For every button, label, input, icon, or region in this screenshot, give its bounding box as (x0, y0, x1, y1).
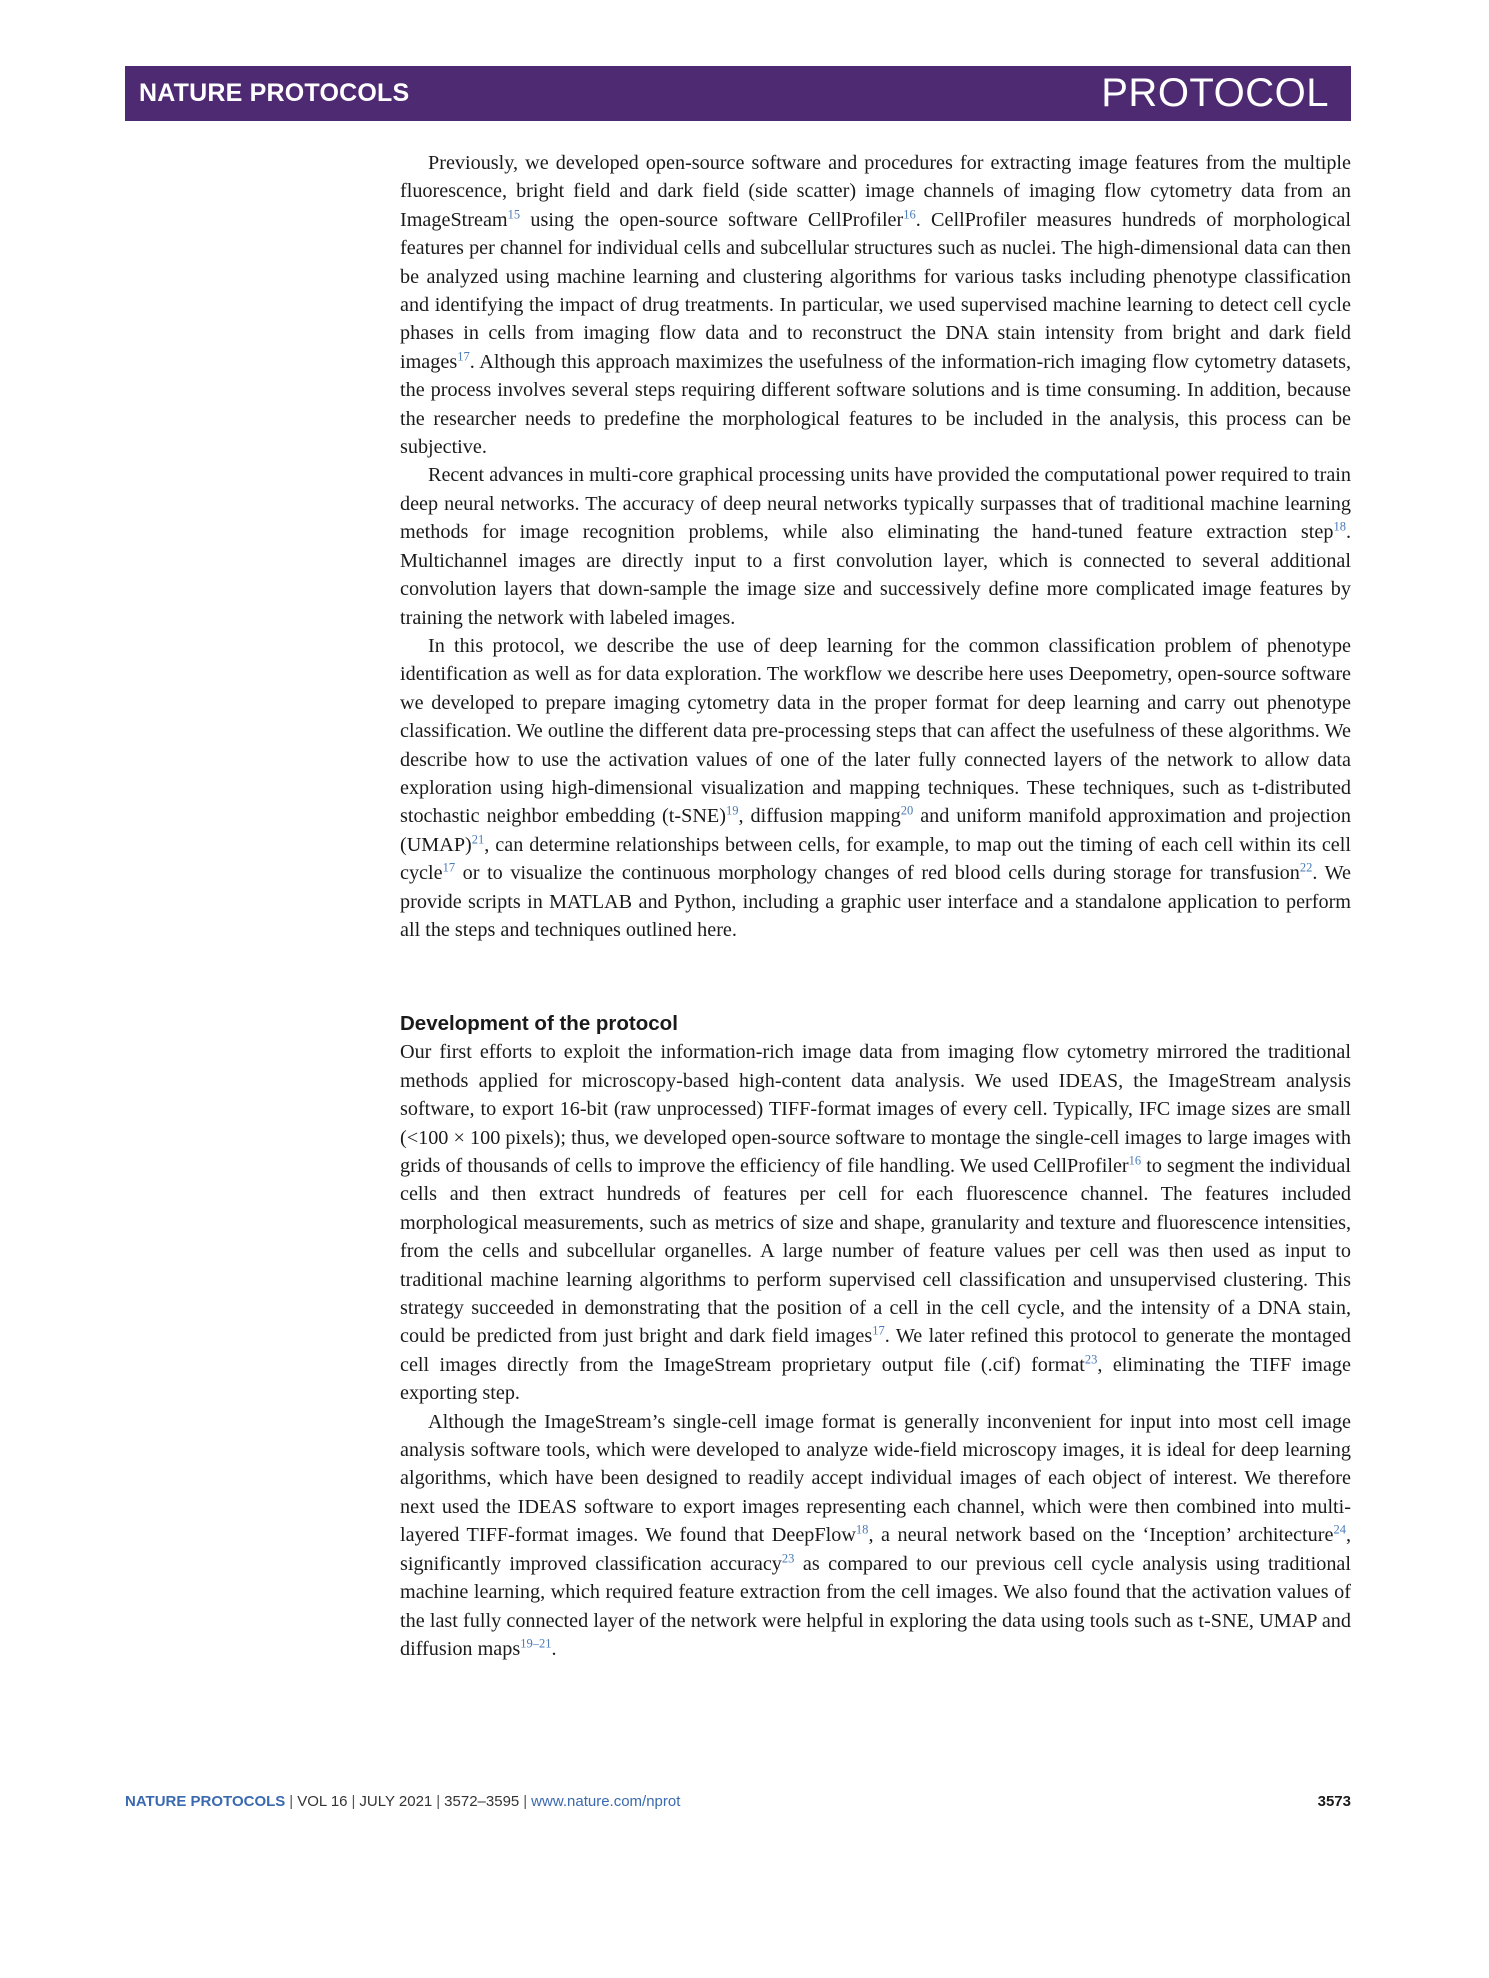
body-paragraph (400, 1038, 1351, 1407)
paragraph-text: , eliminating the TIFF image exporting step. (400, 1353, 1351, 1405)
citation-reference[interactable]: 16 (1128, 1153, 1142, 1168)
intro-paragraphs (400, 149, 1351, 944)
footer-journal-link[interactable]: www.nature.com/nprot (531, 1793, 681, 1810)
paragraph-text: , diffusion mapping (738, 805, 901, 828)
footer-date: JULY 2021 (359, 1793, 433, 1810)
footer-citation: NATURE PROTOCOLS | VOL 16 | JULY 2021 | 3572–3595 | www.nature.com/nprot (125, 1793, 681, 1810)
citation-reference[interactable]: 23 (1084, 1352, 1098, 1367)
citation-reference[interactable]: 19–21 (520, 1636, 552, 1651)
paragraph-text: Although the ImageStream’s single-cell image format is generally inconvenient for input into most cell image analysis software tools, which were developed to analyze wide-field microscopy images, it is ideal for deep learning algorithms, which have been designed to readily accept individual images of each object of interest. We therefore next used the IDEAS software to export images representing each channel, which were then combined into multi-layered TIFF-format images. We found that DeepFlow (400, 1410, 1351, 1547)
paragraph-text: , significantly improved classification accuracy (400, 1524, 1351, 1575)
body-paragraph (400, 632, 1351, 944)
citation-reference[interactable]: 21 (471, 832, 485, 847)
footer-volume: VOL 16 (297, 1793, 348, 1810)
citation-reference[interactable]: 15 (507, 207, 521, 222)
paragraph-text: . We provide scripts in MATLAB and Python, including a graphic user interface and a standalone application to perform all the steps and techniques outlined here. (400, 862, 1351, 941)
journal-header-bar (125, 66, 1351, 121)
body-paragraph (400, 149, 1351, 461)
citation-reference[interactable]: 23 (781, 1550, 795, 1565)
journal-name: NATURE PROTOCOLS (139, 79, 410, 107)
page-footer (125, 1789, 1351, 1815)
article-type-label: PROTOCOL (1101, 71, 1329, 115)
citation-reference[interactable]: 24 (1333, 1522, 1346, 1537)
citation-reference[interactable]: 17 (872, 1323, 885, 1338)
paragraph-text: using the open-source software CellProfiler (520, 208, 904, 231)
paragraph-text: to segment the individual cells and then extract hundreds of features per cell for each fluorescence channel. The features included morphological measurements, such as metrics of size and shape, granularity and texture and fluorescence intensities, from the cells and subcellular organelles. A large number of feature values per cell was then used as input to traditional machine learning algorithms to perform supervised cell classification and unsupervised clustering. This strategy succeeded in demonstrating that the position of a cell in the cell cycle, and the intensity of a DNA stain, could be predicted from just bright and dark field images (400, 1155, 1351, 1348)
body-paragraph (400, 1408, 1351, 1664)
footer-pages: 3572–3595 (444, 1793, 520, 1810)
paragraph-text: Previously, we developed open-source software and procedures for extracting image features from the multiple fluorescence, bright field and dark field (side scatter) image channels of imaging flow cytometry data from an ImageStream (400, 152, 1351, 231)
citation-reference[interactable]: 17 (457, 349, 470, 364)
citation-reference[interactable]: 17 (442, 860, 456, 875)
citation-reference[interactable]: 16 (903, 207, 916, 222)
citation-reference[interactable]: 19 (725, 803, 739, 818)
citation-reference[interactable]: 20 (900, 803, 914, 818)
paragraph-text: . (551, 1637, 557, 1660)
paragraph-text: Our first efforts to exploit the information-rich image data from imaging flow cytometry mirrored the traditional methods applied for microscopy-based high-content data analysis. We used IDEAS, the ImageStream analysis software, to export 16-bit (raw unprocessed) TIFF-format images of every cell. Typically, IFC image sizes are small (<100 × 100 pixels); thus, we developed open-source software to montage the single-cell images to large images with grids of thousands of cells to improve the efficiency of file handling. We used CellProfiler (400, 1041, 1351, 1177)
paragraph-text: , can determine relationships between cells, for example, to map out the timing of each cell within its cell cycle (400, 833, 1351, 885)
paragraph-text: . CellProfiler measures hundreds of morphological features per channel for individual cells and subcellular structures such as nuclei. The high-dimensional data can then be analyzed using machine learning and clustering algorithms for various tasks including phenotype classification and identifying the impact of drug treatments. In particular, we used supervised machine learning to detect cell cycle phases in cells from imaging flow data and to reconstruct the DNA stain intensity from bright and dark field images (400, 208, 1351, 373)
section-paragraphs (400, 1038, 1351, 1663)
citation-reference[interactable]: 22 (1299, 860, 1313, 875)
paragraph-text: . Although this approach maximizes the usefulness of the information-rich imaging flow cytometry datasets, the process involves several steps requiring different software solutions and is time consuming. In addition, because the researcher needs to predefine the morphological features to be included in the analysis, this process can be subjective. (400, 350, 1351, 459)
citation-reference[interactable]: 18 (855, 1522, 869, 1537)
article-body (400, 149, 1351, 1663)
paragraph-text: . We later refined this protocol to generate the montaged cell images directly from the ImageStream proprietary output file (.cif) format (400, 1325, 1351, 1376)
paragraph-text: as compared to our previous cell cycle analysis using traditional machine learning, which required feature extraction from the cell images. We also found that the activation values of the last fully connected layer of the network were helpful in exploring the data using tools such as t-SNE, UMAP and diffusion maps (400, 1552, 1351, 1660)
paragraph-text: In this protocol, we describe the use of deep learning for the common classification problem of phenotype identification as well as for data exploration. The workflow we describe here uses Deepometry, open-source software we developed to prepare imaging cytometry data in the proper format for deep learning and carry out phenotype classification. We outline the different data pre-processing steps that can affect the usefulness of these algorithms. We describe how to use the activation values of one of the later fully connected layers of the network to allow data exploration using high-dimensional visualization and mapping techniques. These techniques, such as t-distributed stochastic neighbor embedding (t-SNE) (400, 634, 1351, 828)
paragraph-text: . Multichannel images are directly input to a first convolution layer, which is connected to several additional convolution layers that down-sample the image size and successively define more complicated image features by training the network with labeled images. (400, 521, 1351, 629)
section-heading: Development of the protocol (400, 1012, 678, 1036)
footer-journal-name: NATURE PROTOCOLS (125, 1793, 286, 1810)
page-number: 3573 (1317, 1793, 1351, 1810)
paragraph-text: or to visualize the continuous morphology changes of red blood cells during storage for transfusion (455, 862, 1300, 885)
paragraph-text: and uniform manifold approximation and projection (UMAP) (400, 805, 1351, 856)
body-paragraph (400, 461, 1351, 631)
paragraph-text: , a neural network based on the ‘Inception’ architecture (868, 1524, 1334, 1547)
citation-reference[interactable]: 18 (1333, 519, 1346, 534)
paragraph-text: Recent advances in multi-core graphical processing units have provided the computational power required to train deep neural networks. The accuracy of deep neural networks typically surpasses that of traditional machine learning methods for image recognition problems, while also eliminating the hand-tuned feature extraction step (400, 464, 1351, 544)
